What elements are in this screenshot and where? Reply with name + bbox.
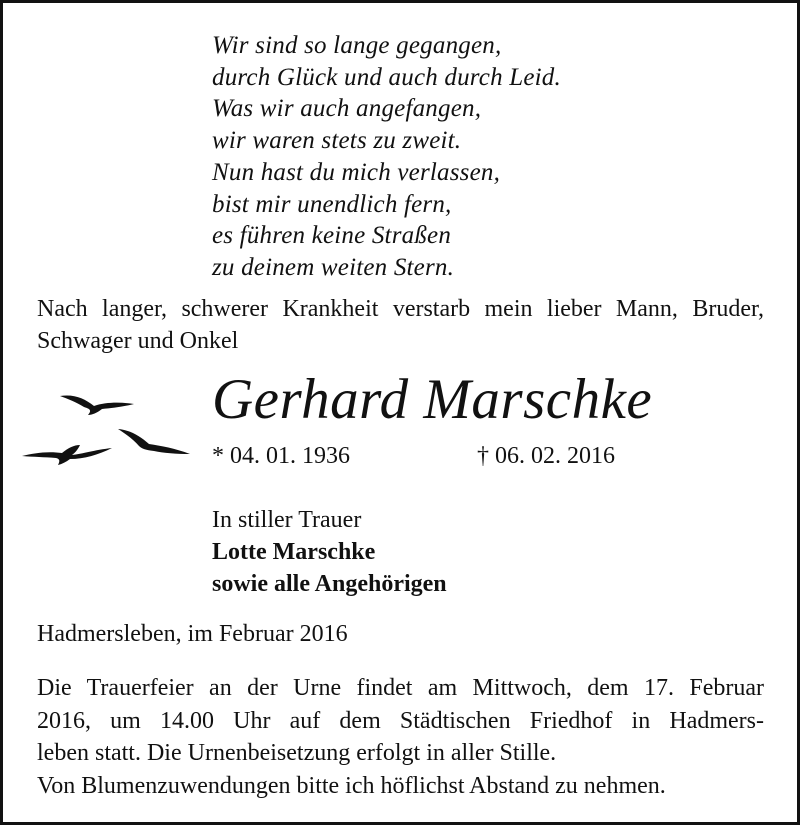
birth-date: * 04. 01. 1936 — [212, 443, 350, 469]
poem-line: Wir sind so lange gegangen, — [212, 32, 502, 59]
flying-birds-icon — [22, 388, 208, 468]
place-and-date: Hadmersleben, im Februar 2016 — [37, 621, 348, 647]
funeral-line: Von Blumenzuwendungen bitte ich höflichst Abstand zu nehmen. — [37, 772, 666, 799]
poem-line: Nun hast du mich verlassen, — [212, 158, 501, 186]
poem-line: durch Glück und auch durch Leid. — [212, 63, 561, 91]
funeral-line: 2016, um 14.00 Uhr auf dem Städtischen Friedhof in Hadmers- — [37, 707, 764, 734]
funeral-line: leben statt. Die Urnenbeisetzung erfolgt in aller Stille. — [37, 740, 557, 766]
death-announcement-text: Nach langer, schwerer Krankheit verstarb mein lieber Mann, Bruder, Schwager und Onkel — [37, 296, 764, 354]
funeral-line: Die Trauerfeier an der Urne findet am Mittwoch, dem 17. Februar — [37, 675, 764, 701]
poem-line: zu deinem weiten Stern. — [212, 253, 455, 281]
poem-line: bist mir unendlich fern, — [212, 190, 452, 218]
mourners-intro: In stiller Trauer — [212, 507, 362, 533]
memorial-poem — [212, 30, 561, 284]
mourner-name: Lotte Marschke — [212, 539, 376, 565]
death-date: † 06. 02. 2016 — [477, 443, 615, 469]
poem-line: Was wir auch angefangen, — [212, 95, 482, 123]
funeral-details — [37, 672, 764, 802]
deceased-name: Gerhard Marschke — [212, 368, 653, 431]
poem-line: es führen keine Straßen — [212, 222, 452, 250]
poem-line: wir waren stets zu zweit. — [212, 127, 462, 155]
mourner-relatives: sowie alle Angehörigen — [212, 571, 447, 597]
mourners-block — [212, 504, 447, 600]
